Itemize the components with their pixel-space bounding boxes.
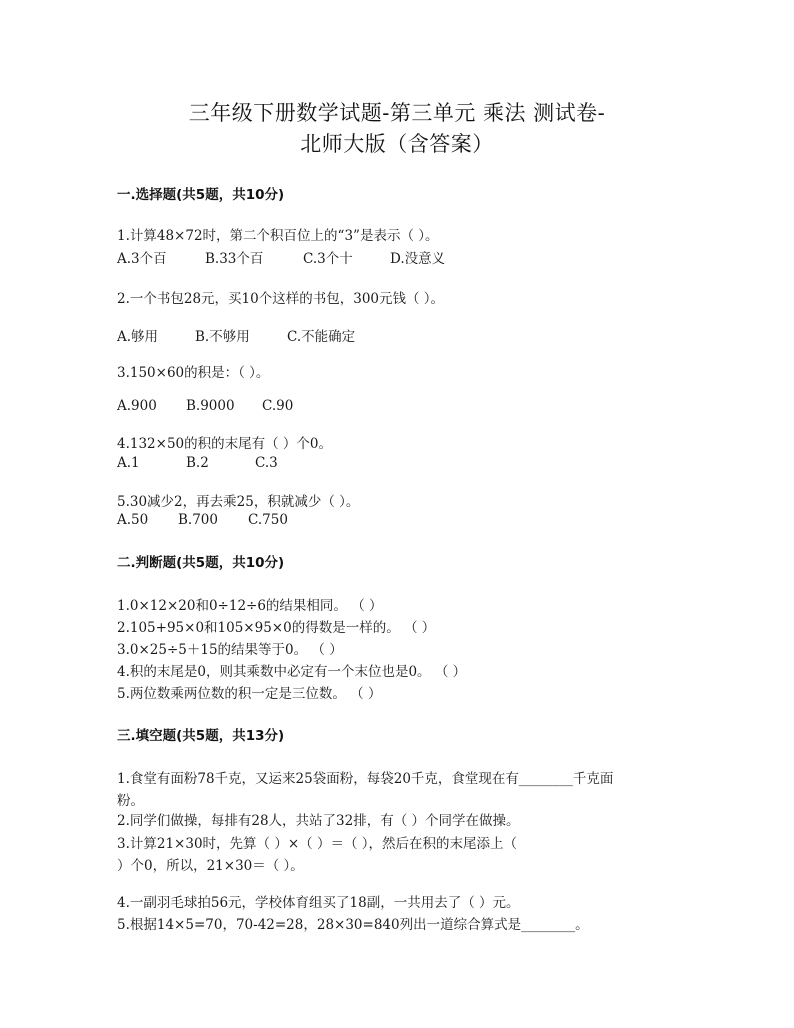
- choice-q4-option-b: B.2: [186, 455, 209, 471]
- choice-q5-option-a: A.50: [117, 512, 149, 528]
- choice-q4-option-a: A.1: [117, 455, 140, 471]
- fill-question-3: 3.计算21×30时，先算（ ）×（ ）＝（ ），然后在积的末尾添上（: [117, 836, 517, 852]
- section-heading-judge: 二.判断题(共5题，共10分): [117, 555, 285, 571]
- choice-q3-option-b: B.9000: [186, 398, 235, 414]
- fill-question-1-continued: 粉。: [117, 793, 144, 809]
- page-title-line2: 北师大版（含答案）: [300, 132, 494, 156]
- choice-question-1: 1.计算48×72时，第二个积百位上的“3”是表示（ ）。: [117, 228, 439, 244]
- choice-q3-option-c: C.90: [262, 398, 294, 414]
- choice-q2-option-c: C.不能确定: [287, 329, 356, 345]
- judge-question-1: 1.0×12×20和0÷12÷6的结果相同。 （ ）: [117, 598, 383, 614]
- section-heading-fill: 三.填空题(共5题，共13分): [117, 728, 285, 744]
- section-heading-choice: 一.选择题(共5题，共10分): [117, 187, 285, 203]
- fill-question-5: 5.根据14×5=70，70-42=28，28×30=840列出一道综合算式是________。: [117, 917, 589, 933]
- judge-question-5: 5.两位数乘两位数的积一定是三位数。 （ ）: [117, 686, 382, 702]
- choice-q2-option-a: A.够用: [117, 329, 159, 345]
- choice-q1-option-c: C.3个十: [303, 251, 353, 267]
- choice-question-2: 2.一个书包28元，买10个这样的书包，300元钱（ ）。: [117, 291, 445, 307]
- choice-q1-option-b: B.33个百: [205, 251, 264, 267]
- choice-question-4: 4.132×50的积的末尾有（ ）个0。: [117, 436, 333, 452]
- judge-question-2: 2.105+95×0和105×95×0的得数是一样的。 （ ）: [117, 620, 436, 636]
- choice-q1-option-d: D.没意义: [390, 251, 446, 267]
- choice-q5-option-b: B.700: [178, 512, 218, 528]
- fill-question-1: 1.食堂有面粉78千克，又运来25袋面粉，每袋20千克，食堂现在有________千克面: [117, 771, 614, 787]
- fill-question-4: 4.一副羽毛球拍56元，学校体育组买了18副，一共用去了（ ）元。: [117, 895, 520, 911]
- judge-question-4: 4.积的末尾是0，则其乘数中必定有一个末位也是0。 （ ）: [117, 664, 467, 680]
- fill-question-2: 2.同学们做操，每排有28人，共站了32排，有（ ）个同学在做操。: [117, 813, 520, 829]
- page-title-line1: 三年级下册数学试题-第三单元 乘法 测试卷-: [188, 101, 606, 125]
- choice-q1-option-a: A.3个百: [117, 251, 167, 267]
- choice-q5-option-c: C.750: [248, 512, 288, 528]
- choice-q2-option-b: B.不够用: [195, 329, 250, 345]
- choice-question-5: 5.30减少2，再去乘25，积就减少（ ）。: [117, 494, 360, 510]
- choice-q4-option-c: C.3: [255, 455, 278, 471]
- judge-question-3: 3.0×25÷5＋15的结果等于0。 （ ）: [117, 642, 343, 658]
- choice-question-3: 3.150×60的积是：（ ）。: [117, 365, 270, 381]
- fill-question-3-continued: ）个0，所以，21×30＝（ ）。: [117, 858, 304, 874]
- choice-q3-option-a: A.900: [117, 398, 157, 414]
